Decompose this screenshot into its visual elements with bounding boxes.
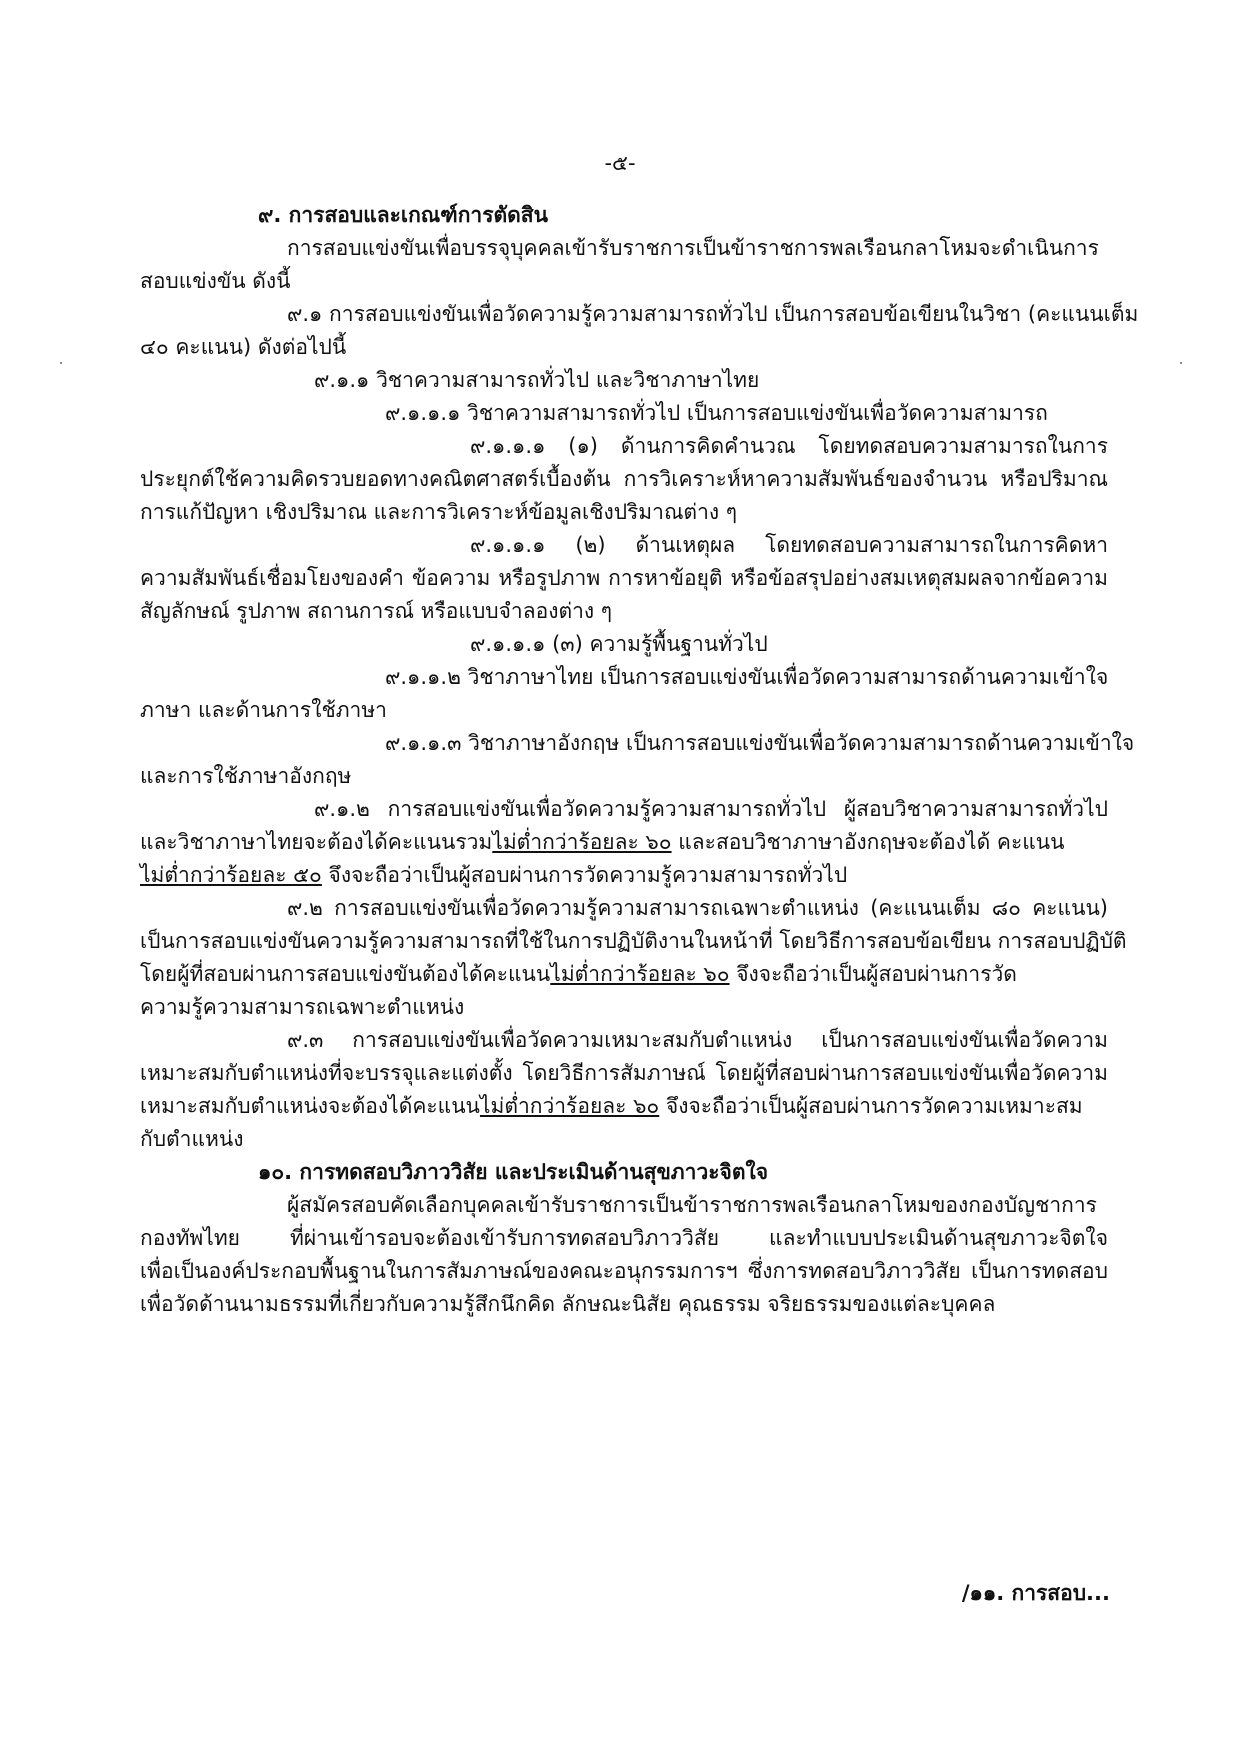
section-10-line: เพื่อเป็นองค์ประกอบพื้นฐานในการสัมภาษณ์ของคณะอนุกรรมการฯ ซึ่งการทดสอบวิภาววิสัย เป็นการทดสอบ: [140, 1259, 1108, 1283]
clause-9-1-1-1-2-line: ความสัมพันธ์เชื่อมโยงของคำ ข้อความ หรือรูปภาพ การหาข้อยุติ หรือข้อสรุปอย่างสมเหตุสมผลจากข้อความ: [140, 566, 1108, 590]
clause-9-3-line: เหมาะสมกับตำแหน่งที่จะบรรจุและแต่งตั้ง โดยวิธีการสัมภาษณ์ โดยผู้ที่สอบผ่านการสอบแข่งขันเพื่อวัดความ: [140, 1061, 1108, 1085]
clause-9-1-1-3-line: ๙.๑.๑.๓ วิชาภาษาอังกฤษ เป็นการสอบแข่งขันเพื่อวัดความสามารถด้านความเข้าใจ: [385, 731, 1135, 755]
threshold-60-underlined: ไม่ต่ำกว่าร้อยละ ๖๐: [550, 962, 730, 986]
scan-speck: [60, 362, 62, 364]
threshold-50-underlined: ไม่ต่ำกว่าร้อยละ ๕๐: [140, 863, 322, 887]
clause-9-1-2-line: [140, 860, 847, 890]
clause-9-2-line: เป็นการสอบแข่งขันความรู้ความสามารถที่ใช้ในการปฏิบัติงานในหน้าที่ โดยวิธีการสอบข้อเขียน การสอบปฏิบัติ: [140, 929, 1127, 953]
section-9-heading: ๙. การสอบและเกณฑ์การตัดสิน: [258, 203, 548, 227]
clause-9-1-line: ๙.๑ การสอบแข่งขันเพื่อวัดความรู้ความสามารถทั่วไป เป็นการสอบข้อเขียนในวิชา (คะแนนเต็ม: [287, 302, 1139, 326]
section-9-intro-line: การสอบแข่งขันเพื่อบรรจุบุคคลเข้ารับราชการเป็นข้าราชการพลเรือนกลาโหมจะดำเนินการ: [287, 236, 1099, 260]
continuation-footer: /๑๑. การสอบ...: [961, 1581, 1110, 1605]
clause-text: จึงจะถือว่าเป็นผู้สอบผ่านการวัดความเหมาะสม: [659, 1094, 1083, 1118]
clause-text: และสอบวิชาภาษาอังกฤษจะต้องได้ คะแนน: [671, 830, 1065, 854]
section-9-intro-line: สอบแข่งขัน ดังนี้: [140, 269, 291, 293]
clause-9-1-line: ๔๐ คะแนน) ดังต่อไปนี้: [140, 335, 347, 359]
clause-9-1-2-line: ๙.๑.๒ การสอบแข่งขันเพื่อวัดความรู้ความสามารถทั่วไป ผู้สอบวิชาความสามารถทั่วไป: [314, 797, 1108, 821]
page-number: -๕-: [604, 151, 636, 175]
clause-9-1-1-1-2-line: สัญลักษณ์ รูปภาพ สถานการณ์ หรือแบบจำลองต่าง ๆ: [140, 599, 613, 623]
clause-9-1-1-1-3: ๙.๑.๑.๑ (๓) ความรู้พื้นฐานทั่วไป: [470, 632, 768, 656]
clause-9-1-1-2-line: ๙.๑.๑.๒ วิชาภาษาไทย เป็นการสอบแข่งขันเพื่อวัดความสามารถด้านความเข้าใจ: [385, 665, 1109, 689]
clause-9-1-1-3-line: และการใช้ภาษาอังกฤษ: [140, 764, 352, 788]
clause-9-1-1: ๙.๑.๑ วิชาความสามารถทั่วไป และวิชาภาษาไทย: [314, 368, 760, 392]
threshold-60-underlined: ไม่ต่ำกว่าร้อยละ ๖๐: [492, 830, 672, 854]
section-10-line: เพื่อวัดด้านนามธรรมที่เกี่ยวกับความรู้สึกนึกคิด ลักษณะนิสัย คุณธรรม จริยธรรมของแต่ละบุคคล: [140, 1292, 996, 1316]
clause-9-1-1-1-1-line: ประยุกต์ใช้ความคิดรวบยอดทางคณิตศาสตร์เบื้องต้น การวิเคราะห์หาความสัมพันธ์ของจำนวน หรือปริมาณ: [140, 467, 1108, 491]
clause-text: เหมาะสมกับตำแหน่งจะต้องได้คะแนน: [140, 1094, 480, 1118]
clause-9-1-1-1: ๙.๑.๑.๑ วิชาความสามารถทั่วไป เป็นการสอบแข่งขันเพื่อวัดความสามารถ: [385, 401, 1048, 425]
section-10-line: กองทัพไทย ที่ผ่านเข้ารอบจะต้องเข้ารับการทดสอบวิภาววิสัย และทำแบบประเมินด้านสุขภาวะจิตใจ: [140, 1226, 1108, 1250]
clause-9-1-2-line: [140, 827, 1108, 857]
clause-text: และวิชาภาษาไทยจะต้องได้คะแนนรวม: [140, 830, 493, 854]
clause-text: จึงจะถือว่าเป็นผู้สอบผ่านการวัด: [729, 962, 1017, 986]
clause-9-1-1-1-1-line: การแก้ปัญหา เชิงปริมาณ และการวิเคราะห์ข้อมูลเชิงปริมาณต่าง ๆ: [140, 500, 738, 524]
clause-9-2-line: ความรู้ความสามารถเฉพาะตำแหน่ง: [140, 995, 465, 1019]
clause-9-3-line: กับตำแหน่ง: [140, 1127, 244, 1151]
threshold-60-underlined: ไม่ต่ำกว่าร้อยละ ๖๐: [479, 1094, 660, 1118]
clause-9-1-1-1-1-line: ๙.๑.๑.๑ (๑) ด้านการคิดคำนวณ โดยทดสอบความสามารถในการ: [470, 434, 1108, 458]
clause-text: จึงจะถือว่าเป็นผู้สอบผ่านการวัดความรู้ความสามารถทั่วไป: [321, 863, 848, 887]
clause-text: โดยผู้ที่สอบผ่านการสอบแข่งขันต้องได้คะแนน: [140, 962, 551, 986]
clause-9-3-line: [140, 1091, 1083, 1121]
section-10-heading: ๑๐. การทดสอบวิภาววิสัย และประเมินด้านสุขภาวะจิตใจ: [258, 1160, 769, 1184]
section-10-line: ผู้สมัครสอบคัดเลือกบุคคลเข้ารับราชการเป็นข้าราชการพลเรือนกลาโหมของกองบัญชาการ: [287, 1193, 1097, 1217]
clause-9-3-line: ๙.๓ การสอบแข่งขันเพื่อวัดความเหมาะสมกับตำแหน่ง เป็นการสอบแข่งขันเพื่อวัดความ: [287, 1028, 1108, 1052]
clause-9-1-1-1-2-line: ๙.๑.๑.๑ (๒) ด้านเหตุผล โดยทดสอบความสามารถในการคิดหา: [470, 533, 1108, 557]
clause-9-2-line: ๙.๒ การสอบแข่งขันเพื่อวัดความรู้ความสามารถเฉพาะตำแหน่ง (คะแนนเต็ม ๘๐ คะแนน): [287, 896, 1108, 920]
clause-9-1-1-2-line: ภาษา และด้านการใช้ภาษา: [140, 698, 387, 722]
clause-9-2-line: [140, 959, 1017, 989]
scan-speck: [1180, 362, 1182, 364]
